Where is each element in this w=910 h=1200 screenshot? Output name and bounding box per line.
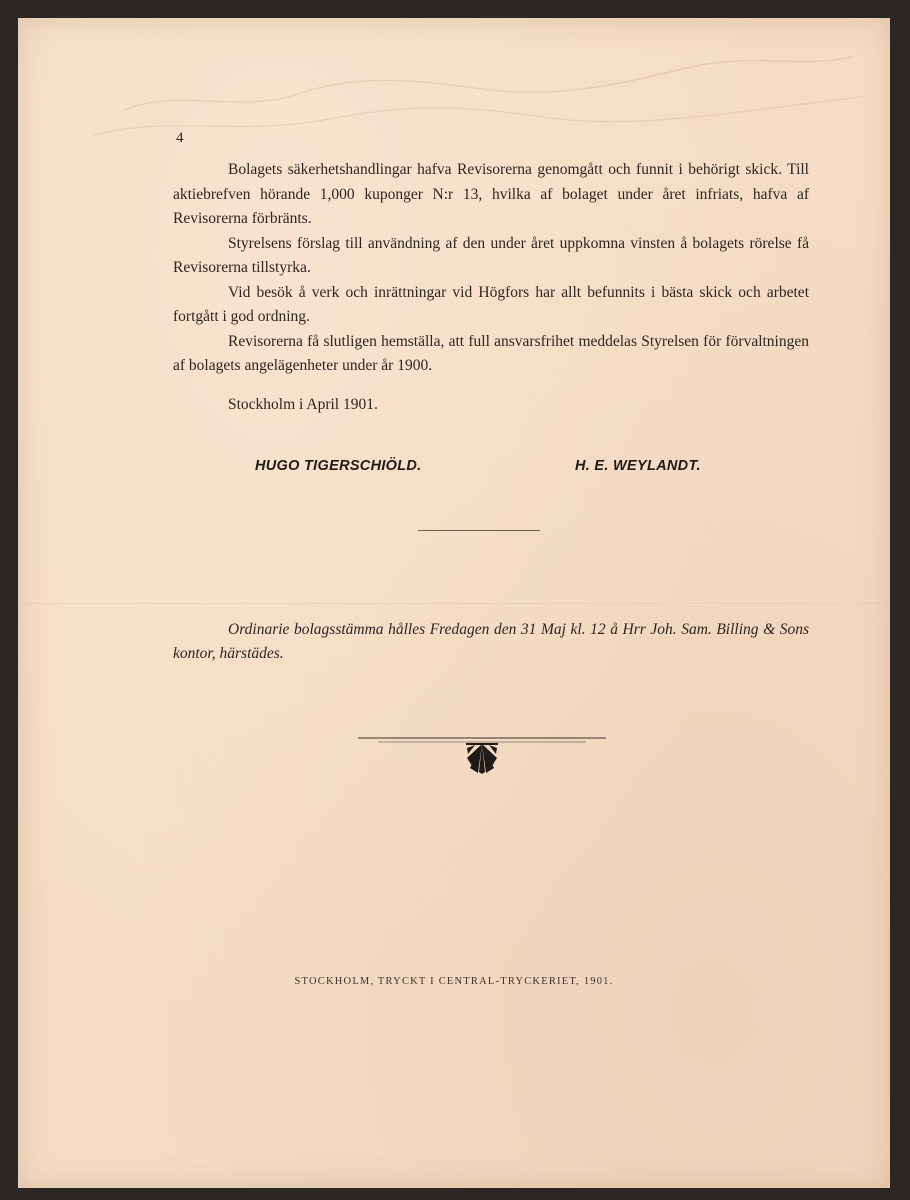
document-page xyxy=(18,18,890,1188)
paragraph-hogfors-visit: Vid besök å verk och inrättningar vid Högfors har allt befunnits i bästa skick och arbetet fortgått i god ordning. xyxy=(173,283,809,325)
paragraph-profit-proposal: Styrelsens förslag till användning af den under året uppkomna vinsten å bolagets rörelse få Revisorerna tillstyrka. xyxy=(173,234,809,276)
report-body xyxy=(173,158,809,379)
meeting-notice: Ordinarie bolagsstämma hålles Fredagen den 31 Maj kl. 12 å Hrr Joh. Sam. Billing & Sons kontor, härstädes. xyxy=(173,621,809,662)
divider-rule xyxy=(418,530,540,531)
paragraph-securities: Bolagets säkerhetshandlingar hafva Revisorerna genomgått och funnit i behörigt skick. Till aktiebrefven hörande 1,000 kuponger N:r 13, hvilka af bolaget under året infriats, hafva af Revisorerna förbränts. xyxy=(173,161,809,227)
signature-weylandt: H. E. WEYLANDT. xyxy=(575,458,701,474)
dateline: Stockholm i April 1901. xyxy=(228,396,378,413)
paragraph-discharge: Revisorerna få slutligen hemställa, att full ansvarsfrihet meddelas Styrelsen för förvaltningen af bolagets angelägenheter under år 1900. xyxy=(173,332,809,374)
paper-fold-crease xyxy=(18,603,890,605)
signature-tigerschiold: HUGO TIGERSCHIÖLD. xyxy=(255,458,422,474)
page-number: 4 xyxy=(176,130,184,146)
signatures xyxy=(18,458,890,482)
fan-ornament-icon xyxy=(358,734,606,784)
printer-imprint: STOCKHOLM, TRYCKT I CENTRAL-TRYCKERIET, 1901. xyxy=(294,976,614,987)
